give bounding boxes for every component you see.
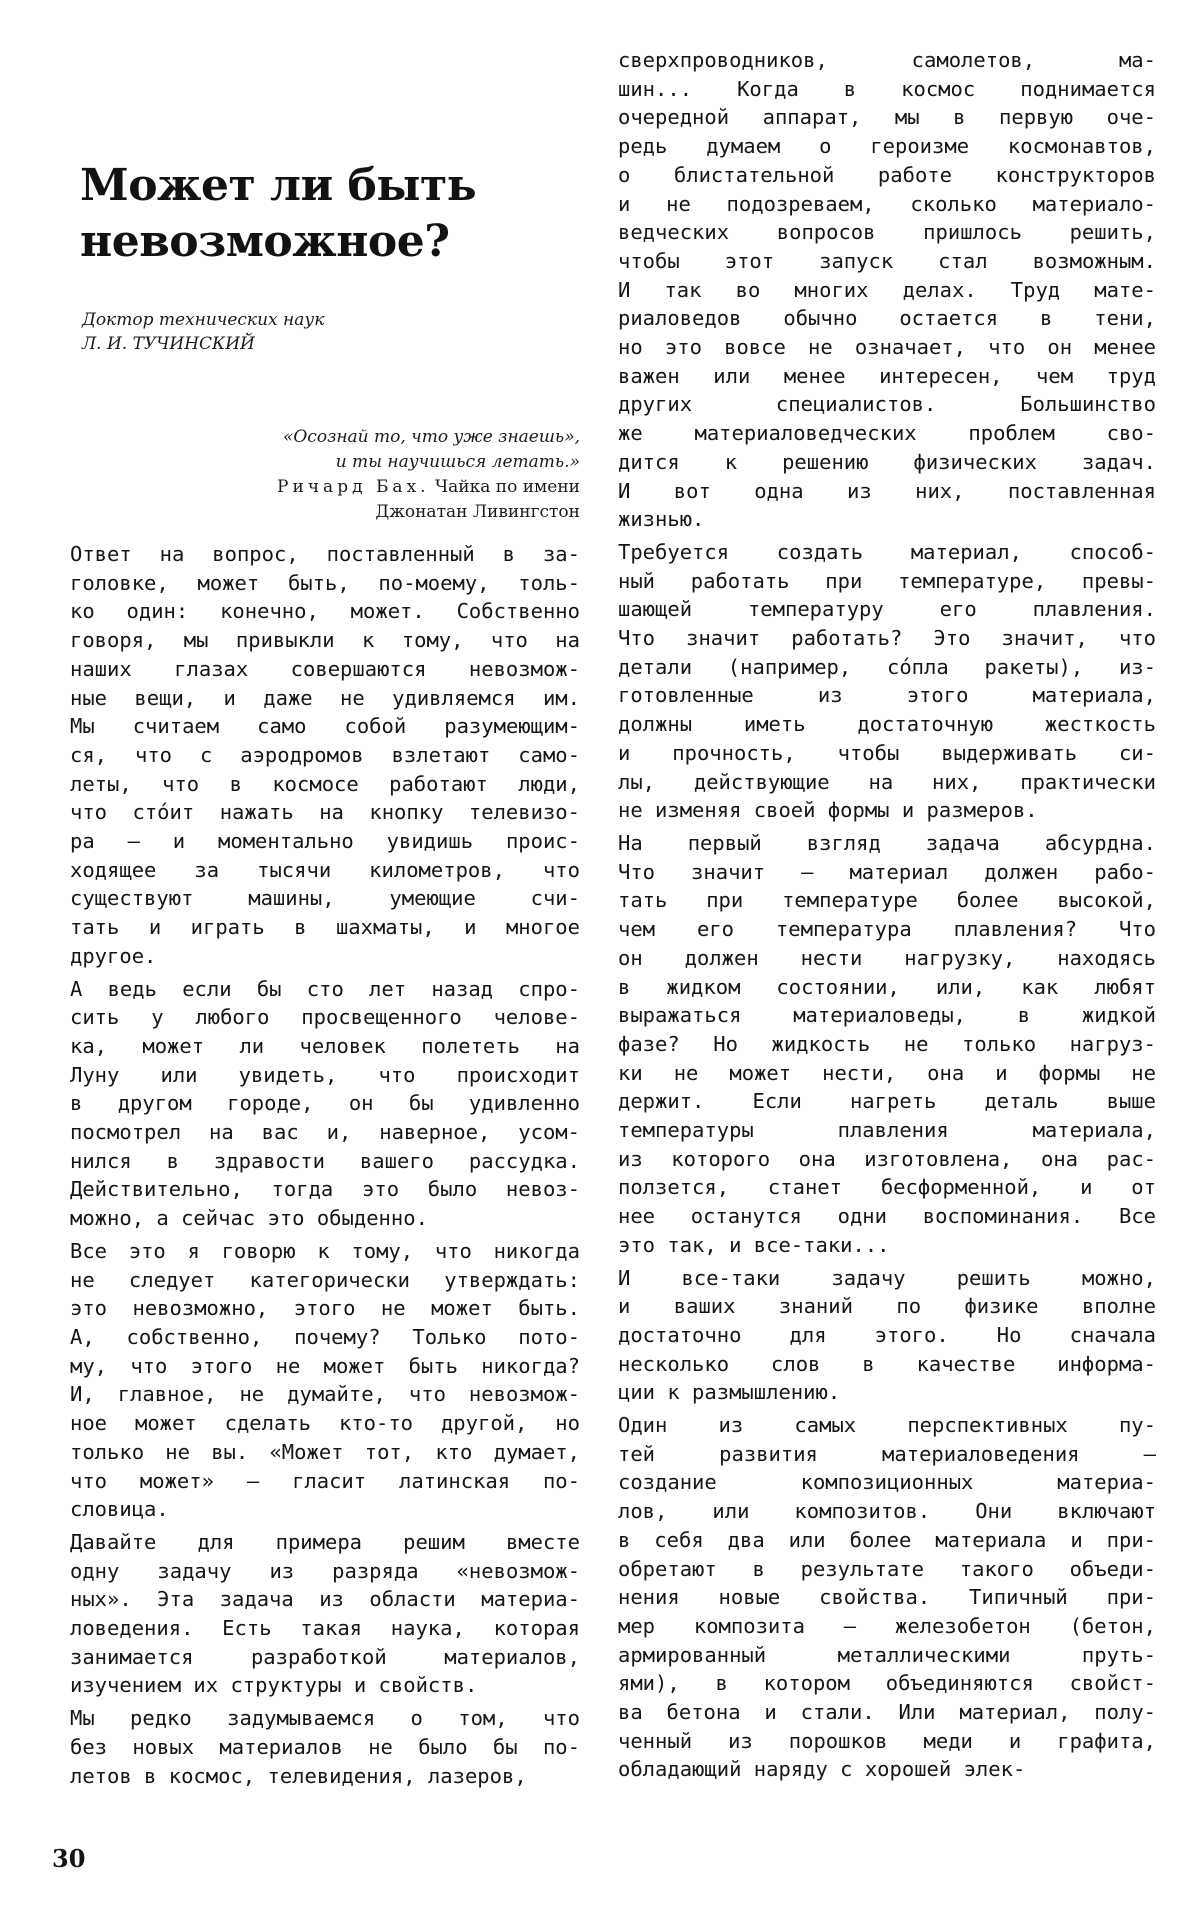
- text-line: шающей температуру его плавления.: [618, 597, 1156, 622]
- text-line: На первый взгляд задача абсурдна.: [618, 830, 1156, 855]
- text-line: Что значит работать? Это значит, что: [618, 626, 1156, 651]
- text-line: ки не может нести, она и формы не: [618, 1060, 1156, 1085]
- text-line: детали (например, сóпла ракеты), из-: [618, 654, 1156, 679]
- text-line: в другом городе, он бы удивленно: [70, 1091, 580, 1116]
- text-line: мер композита — железобетон (бетон,: [618, 1613, 1156, 1638]
- right-body-text: [618, 46, 1156, 1788]
- text-line: ный работать при температуре, превы-: [618, 568, 1156, 593]
- text-line: летов в космос, телевидения, лазеров,: [70, 1763, 527, 1788]
- text-line: нения новые свойства. Типичный при-: [618, 1585, 1156, 1610]
- text-line: обретают в результате такого объеди-: [618, 1556, 1156, 1581]
- text-line: головке, может быть, по-моему, толь-: [70, 570, 580, 595]
- paragraph: [618, 829, 1156, 1260]
- text-line: это невозможно, этого не может быть.: [70, 1296, 580, 1321]
- text-line: Ответ на вопрос, поставленный в за-: [70, 542, 580, 566]
- text-line: леты, что в космосе работают люди,: [70, 771, 580, 796]
- text-line: одну задачу из разряда «невозмож-: [70, 1558, 580, 1583]
- text-line: дится к решению физических задач.: [618, 449, 1156, 474]
- text-line: Все это я говорю к тому, что никогда: [70, 1238, 580, 1263]
- page-number: 30: [52, 1844, 86, 1873]
- text-line: му, что этого не может быть никогда?: [70, 1353, 580, 1378]
- text-line: и прочность, чтобы выдерживать си-: [618, 740, 1156, 765]
- text-line: сить у любого просвещенного челове-: [70, 1005, 580, 1030]
- text-line: но это вовсе не означает, что он менее: [618, 335, 1156, 360]
- text-line: что стóит нажать на кнопку телевизо-: [70, 800, 580, 825]
- text-line: говоря, мы привыкли к тому, что на: [70, 628, 580, 653]
- text-line: обладающий наряду с хорошей элек-: [618, 1757, 1026, 1782]
- text-line: ра — и моментально увидишь проис-: [70, 829, 580, 854]
- text-line: и не подозреваем, сколько материало-: [618, 191, 1156, 216]
- paragraph: [618, 1264, 1156, 1408]
- text-line: Один из самых перспективных пу-: [618, 1413, 1156, 1438]
- text-line: И все-таки задачу решить можно,: [618, 1265, 1156, 1290]
- left-body-text: [70, 540, 580, 1794]
- text-line: тать и играть в шахматы, и многое: [70, 915, 580, 940]
- text-line: Мы редко задумываемся о том, что: [70, 1706, 580, 1731]
- text-line: тать при температуре более высокой,: [618, 888, 1156, 913]
- text-line: о блистательной работе конструкторов: [618, 162, 1156, 187]
- author-byline: [82, 308, 324, 356]
- text-line: редь думаем о героизме космонавтов,: [618, 134, 1156, 159]
- text-line: Мы считаем само собой разумеющим-: [70, 714, 580, 739]
- text-line: ко один: конечно, может. Собственно: [70, 599, 580, 624]
- paragraph: [618, 1411, 1156, 1784]
- text-line: Что значит — материал должен рабо-: [618, 859, 1156, 884]
- text-line: И так во многих делах. Труд мате-: [618, 277, 1156, 302]
- title-line: невозможное?: [80, 216, 450, 267]
- text-line: ных». Эта задача из области материа-: [70, 1587, 580, 1612]
- text-line: Давайте для примера решим вместе: [70, 1529, 580, 1554]
- text-line: риаловедов обычно остается в тени,: [618, 306, 1156, 331]
- text-line: наших глазах совершаются невозмож-: [70, 656, 580, 681]
- text-line: ползется, станет бесформенной, и от: [618, 1175, 1156, 1200]
- paragraph: [70, 540, 580, 971]
- text-line: другое.: [70, 943, 157, 968]
- text-line: должны иметь достаточную жесткость: [618, 712, 1156, 737]
- text-line: можно, а сейчас это обыденно.: [70, 1206, 428, 1231]
- text-line: из которого она изготовлена, она рас-: [618, 1146, 1156, 1171]
- text-line: ка, может ли человек полететь на: [70, 1033, 580, 1058]
- text-line: Требуется создать материал, способ-: [618, 539, 1156, 564]
- text-line: очередной аппарат, мы в первую оче-: [618, 105, 1156, 130]
- text-line: ченный из порошков меди и графита,: [618, 1728, 1156, 1753]
- text-line: же материаловедческих проблем сво-: [618, 421, 1156, 446]
- left-column: [70, 0, 580, 1932]
- epigraph: [277, 425, 580, 525]
- paragraph: [70, 1237, 580, 1524]
- text-line: ва бетона и стали. Или материал, полу-: [618, 1700, 1156, 1725]
- text-line: не следует категорически утверждать:: [70, 1267, 580, 1292]
- text-line: А, собственно, почему? Только пото-: [70, 1324, 580, 1349]
- text-line: в жидком состоянии, или, как любят: [618, 974, 1156, 999]
- text-line: в себя два или более материала и при-: [618, 1527, 1156, 1552]
- text-line: фазе? Но жидкость не только нагруз-: [618, 1031, 1156, 1056]
- text-line: ходящее за тысячи километров, что: [70, 857, 580, 882]
- text-line: ное может сделать кто-то другой, но: [70, 1411, 580, 1436]
- text-line: существуют машины, умеющие счи-: [70, 886, 580, 911]
- epigraph-attribution: [277, 475, 580, 500]
- text-line: чтобы этот запуск стал возможным.: [618, 248, 1156, 273]
- text-line: ведческих вопросов пришлось решить,: [618, 220, 1156, 245]
- text-line: занимается разработкой материалов,: [70, 1644, 580, 1669]
- author-name: Л. И. ТУЧИНСКИЙ: [82, 334, 255, 354]
- text-line: не изменяя своей формы и размеров.: [618, 798, 1038, 823]
- text-line: армированный металлическими пруть-: [618, 1642, 1156, 1667]
- text-line: создание композиционных материа-: [618, 1470, 1156, 1495]
- paragraph: [70, 1528, 580, 1700]
- text-line: других специалистов. Большинство: [618, 392, 1156, 417]
- epigraph-source: Чайка по имени: [429, 477, 580, 497]
- text-line: температуры плавления материала,: [618, 1118, 1156, 1143]
- text-line: держит. Если нагреть деталь выше: [618, 1089, 1156, 1114]
- text-line: несколько слов в качестве информа-: [618, 1351, 1156, 1376]
- article-title: [80, 158, 476, 270]
- text-line: готовленные из этого материала,: [618, 683, 1156, 708]
- text-line: это так, и все-таки...: [618, 1232, 890, 1257]
- text-line: без новых материалов не было бы по-: [70, 1734, 580, 1759]
- text-line: лов, или композитов. Они включают: [618, 1499, 1156, 1524]
- text-line: нее останутся одни воспоминания. Все: [618, 1204, 1156, 1229]
- right-column: [618, 0, 1156, 1932]
- text-line: И, главное, не думайте, что невозмож-: [70, 1382, 580, 1407]
- epigraph-author: Ричард Бах.: [277, 477, 430, 497]
- text-line: посмотрел на вас и, наверное, усом-: [70, 1120, 580, 1145]
- text-line: важен или менее интересен, чем труд: [618, 363, 1156, 388]
- text-line: жизнью.: [618, 507, 705, 532]
- paragraph: [70, 975, 580, 1233]
- text-line: лы, действующие на них, практически: [618, 769, 1156, 794]
- text-line: И вот одна из них, поставленная: [618, 478, 1156, 503]
- text-line: А ведь если бы сто лет назад спро-: [70, 976, 580, 1001]
- epigraph-quote-line: и ты научишься летать.»: [335, 452, 580, 472]
- text-line: он должен нести нагрузку, находясь: [618, 945, 1156, 970]
- text-line: Действительно, тогда это было невоз-: [70, 1177, 580, 1202]
- text-line: ями), в котором объединяются свойст-: [618, 1671, 1156, 1696]
- text-line: тей развития материаловедения —: [618, 1441, 1156, 1466]
- paragraph: [70, 1704, 580, 1790]
- text-line: Луну или увидеть, что происходит: [70, 1062, 580, 1087]
- epigraph-source-title: Джонатан Ливингстон: [375, 502, 580, 522]
- text-line: выражаться материаловеды, в жидкой: [618, 1003, 1156, 1028]
- epigraph-quote-line: «Осознай то, что уже знаешь»,: [282, 427, 580, 447]
- text-line: ции к размышлению.: [618, 1380, 841, 1405]
- paragraph: [618, 46, 1156, 534]
- text-line: ловедения. Есть такая наука, которая: [70, 1616, 580, 1641]
- text-line: словица.: [70, 1497, 169, 1522]
- text-line: нился в здравости вашего рассудка.: [70, 1148, 580, 1173]
- paragraph: [618, 538, 1156, 825]
- text-line: что может» — гласит латинская по-: [70, 1468, 580, 1493]
- text-line: и ваших знаний по физике вполне: [618, 1294, 1156, 1319]
- text-line: чем его температура плавления? Что: [618, 917, 1156, 942]
- text-line: достаточно для этого. Но сначала: [618, 1322, 1156, 1347]
- text-line: ся, что с аэродромов взлетают само-: [70, 742, 580, 767]
- text-line: изучением их структуры и свойств.: [70, 1673, 478, 1698]
- text-line: ные вещи, и даже не удивляемся им.: [70, 685, 580, 710]
- author-degree: Доктор технических наук: [82, 310, 325, 330]
- text-line: сверхпроводников, самолетов, ма-: [618, 48, 1156, 72]
- title-line: Может ли быть: [80, 160, 477, 211]
- text-line: только не вы. «Может тот, кто думает,: [70, 1439, 580, 1464]
- text-line: шин... Когда в космос поднимается: [618, 76, 1156, 101]
